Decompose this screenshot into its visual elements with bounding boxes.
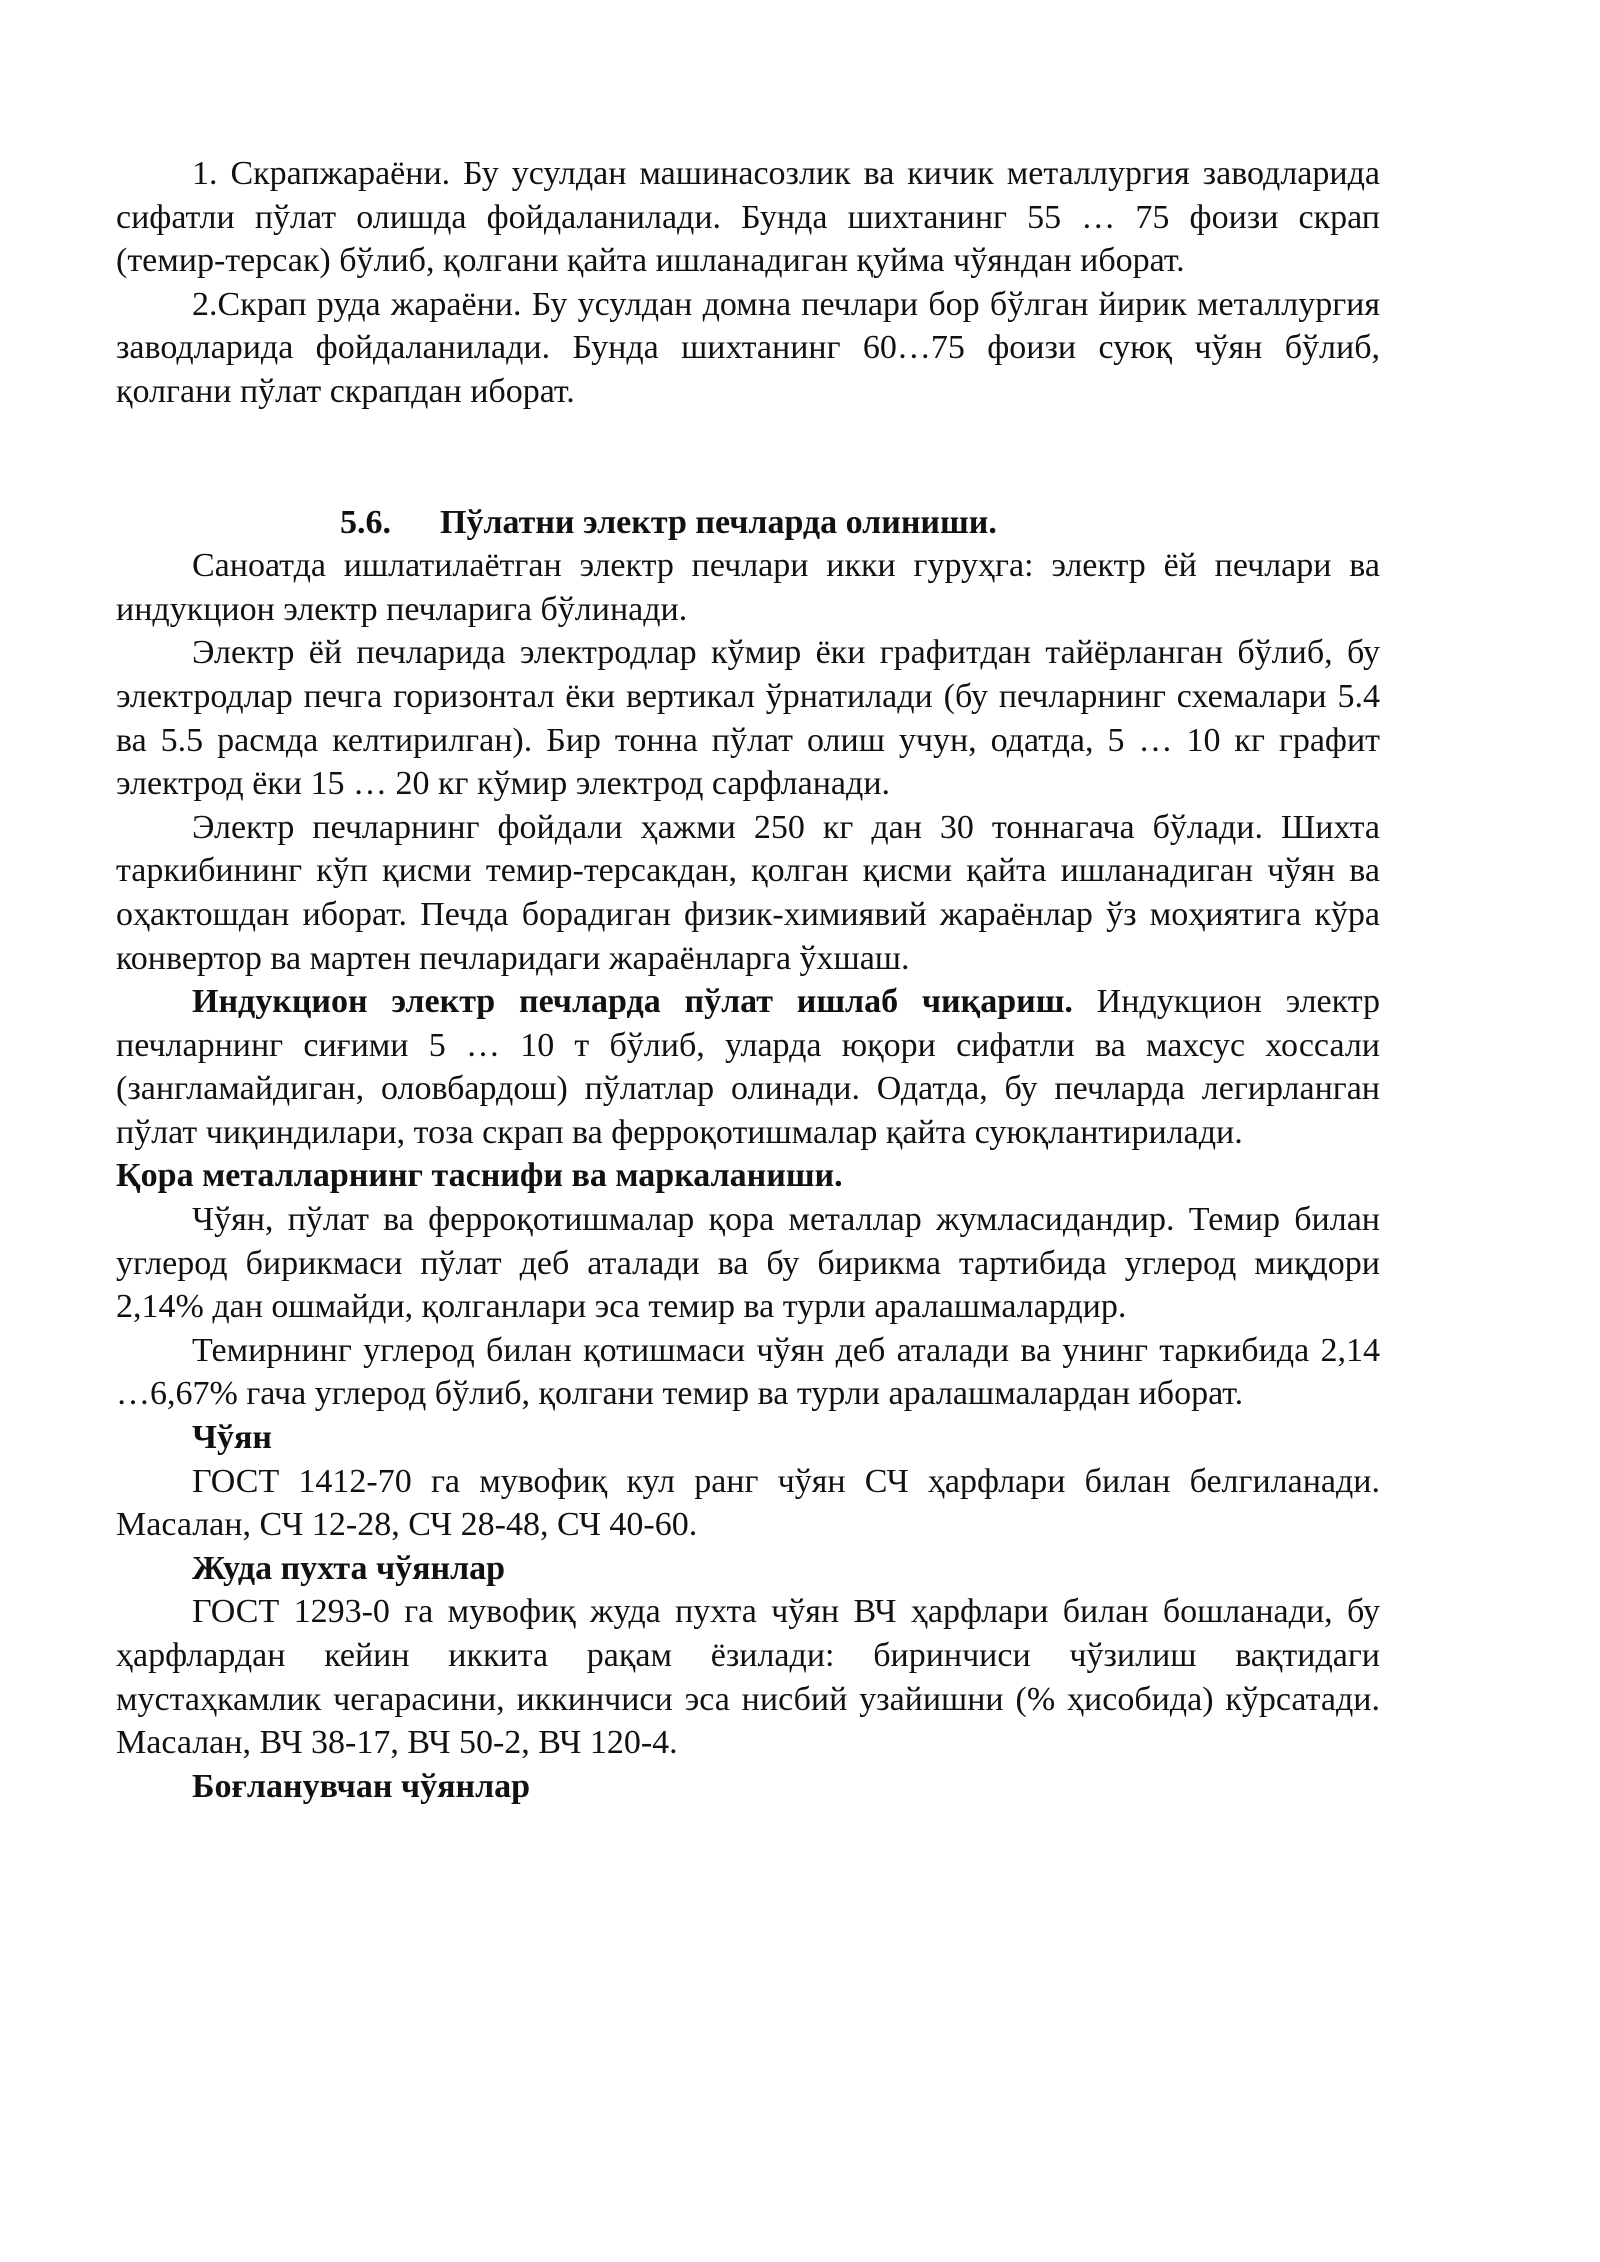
section-heading: [116, 501, 1380, 545]
paragraph-ferrous-metals: Чўян, пўлат ва ферроқотишмалар қора металлар жумласидандир. Темир билан углерод бирикмаси пўлат деб аталади ва бу бирикма тартибида углерод миқдори 2,14% дан ошмайди, қолганлари эса темир ва турли аралашмалардир.: [116, 1201, 1380, 1326]
paragraph-arc-furnaces: Электр ёй печларида электродлар кўмир ёки графитдан тайёрланган бўлиб, бу электродлар печга горизонтал ёки вертикал ўрнатилади (бу печларнинг схемалари 5.4 ва 5.5 расмда келтирилган). Бир тонна пўлат олиш учун, одатда, 5 … 10 кг графит электрод ёки 15 … 20 кг кўмир электрод сарфланади.: [116, 634, 1380, 803]
paragraph-grey-cast-iron: ГОСТ 1412-70 га мувофиқ кул ранг чўян СЧ ҳарфлари билан белгиланади. Масалан, СЧ 12-28, СЧ 28-48, СЧ 40-60.: [116, 1462, 1380, 1544]
document-page: [116, 152, 1380, 1808]
section-title: Пўлатни электр печларда олиниши.: [440, 503, 997, 541]
paragraph-induction: [116, 980, 1380, 1154]
paragraph-scrap-ore-process: 2.Скрап руда жараёни. Бу усулдан домна печлари бор бўлган йирик металлургия заводларида фойдаланилади. Бунда шихтанинг 60…75 фоизи суюқ чўян бўлиб, қолгани пўлат скрапдан иборат.: [116, 285, 1380, 410]
induction-text: Индукцион электр печларнинг сиғими 5 … 10 т бўлиб, уларда юқори сифатли ва махсус хоссали (зангламайдиган, оловбардош) пўлатлар олинади. Одатда, бу печларда легирланган пўлат чиқиндилари, тоза скрап ва ферроқотишмалар қайта суюқлантирилади.: [116, 983, 1380, 1151]
paragraph-high-strength-cast-iron: ГОСТ 1293-0 га мувофиқ жуда пухта чўян ВЧ ҳарфлари билан бошланади, бу ҳарфлардан кейин иккита рақам ёзилади: биринчиси чўзилиш вақтидаги мустаҳкамлик чегарасини, иккинчиси эса нисбий узайишни (% ҳисобида) кўрсатади. Масалан, ВЧ 38-17, ВЧ 50-2, ВЧ 120-4.: [116, 1593, 1380, 1762]
paragraph-furnace-volume: Электр печларнинг фойдали ҳажми 250 кг дан 30 тоннагача бўлади. Шихта таркибининг кўп қисми темир-терсакдан, қолган қисми қайта ишланадиган чўян ва оҳактошдан иборат. Печда борадиган физик-химиявий жараёнлар ўз моҳиятига кўра конвертор ва мартен печларидаги жараёнларга ўхшаш.: [116, 808, 1380, 977]
paragraph-scrap-process: 1. Скрапжараёни. Бу усулдан машинасозлик ва кичик металлургия заводларида сифатли пўлат олишда фойдаланилади. Бунда шихтанинг 55 … 75 фоизи скрап (темир-терсак) бўлиб, қолгани қайта ишланадиган қуйма чўяндан иборат.: [116, 155, 1380, 280]
section-spacer: [116, 414, 1380, 501]
malleable-heading: Боғланувчан чўянлар: [192, 1767, 531, 1805]
section-number: 5.6.: [340, 503, 391, 541]
high-strength-heading: Жуда пухта чўянлар: [192, 1549, 506, 1587]
induction-lead: Индукцион электр печларда пўлат ишлаб чиқариш.: [192, 983, 1073, 1021]
paragraph-cast-iron-definition: Темирнинг углерод билан қотишмаси чўян деб аталади ва унинг таркибида 2,14 …6,67% гача углерод бўлиб, қолгани темир ва турли аралашмалардан иборат.: [116, 1331, 1380, 1413]
cast-iron-heading: Чўян: [192, 1419, 272, 1457]
paragraph-furnace-groups: Саноатда ишлатилаётган электр печлари икки гуруҳга: электр ёй печлари ва индукцион электр печларига бўлинади.: [116, 547, 1380, 628]
classification-heading: Қора металларнинг таснифи ва маркаланиши.: [116, 1157, 843, 1195]
